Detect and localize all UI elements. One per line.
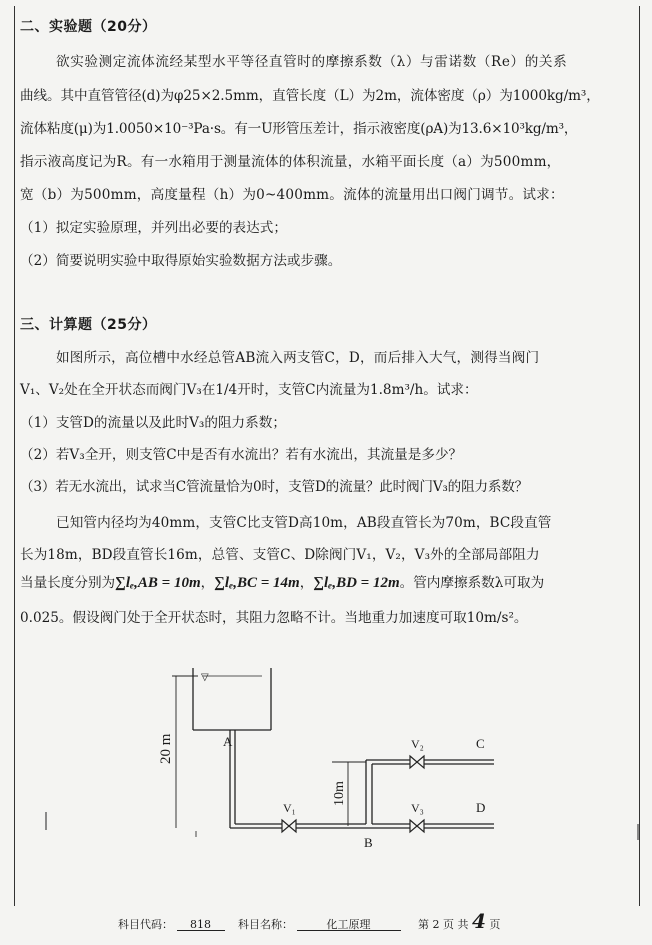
section3-question-2: （2）若V₃全开，则支管C中是否有水流出？若有水流出，其流量是多少？ (20, 447, 463, 463)
footer-code-label: 科目代码： (118, 918, 173, 931)
height-dimension-main (172, 676, 198, 828)
main-pipe (230, 730, 410, 828)
valve-v3-icon (410, 820, 424, 832)
valve-v1-icon (282, 820, 296, 832)
height-label-main: 20 m (158, 733, 174, 764)
formula-suffix: 。管内摩擦系数λ可取为 (399, 575, 545, 591)
section3-formula-line (20, 576, 544, 591)
formula-sep-2: ， (299, 575, 314, 591)
section2-line-2: 曲线。其中直管管径(d)为φ25×2.5mm，直管长度（L）为2m，流体密度（ρ）为1000kg/m³， (20, 88, 600, 104)
section3-last-line: 0.025。假设阀门处于全开状态时，其阻力忽略不计。当地重力加速度可取10m/s²。 (20, 610, 528, 626)
section3-question-1: （1）支管D的流量以及此时V₃的阻力系数； (20, 415, 286, 431)
formula-le-ab: ∑lₑ,AB = 10m (115, 575, 201, 591)
section2-question-1: （1）拟定实验原理，并列出必要的表达式； (20, 220, 287, 236)
valve-v1-label: V₁ (283, 801, 296, 815)
valve-v2-icon (410, 756, 424, 768)
section2-question-2: （2）简要说明实验中取得原始实验数据方法或步骤。 (20, 253, 342, 269)
valve-v3-label: V₃ (411, 801, 424, 815)
height-label-branch: 10m (332, 781, 347, 806)
water-level-icon: ▽ (201, 672, 209, 683)
section2-heading: 二、实验题（20分） (20, 19, 157, 35)
footer-code-value: 818 (177, 919, 225, 931)
footer (118, 911, 500, 931)
pipe-diagram (0, 640, 652, 890)
section3-intro-2: V₁、V₂处在全开状态而阀门V₃在1/4开时，支管C内流量为1.8m³/h。试求： (20, 382, 478, 398)
section3-heading: 三、计算题（25分） (20, 317, 157, 333)
riser-pipe (366, 760, 410, 824)
section3-intro-1: 如图所示，高位槽中水经总管AB流入两支管C，D，而后排入大气，测得当阀门 (56, 350, 540, 366)
formula-sep-1: ， (200, 575, 215, 591)
branch-c-pipe (424, 760, 494, 764)
branch-d-pipe (424, 824, 494, 828)
footer-page-suffix: 页 (489, 918, 501, 931)
formula-le-bc: ∑lₑ,BC = 14m (214, 575, 300, 591)
section2-line-1: 欲实验测定流体流经某型水平等径直管时的摩擦系数（λ）与雷诺数（Re）的关系 (56, 54, 568, 70)
formula-le-bd: ∑lₑ,BD = 12m (313, 575, 400, 591)
footer-total-pages: 4 (472, 909, 486, 933)
point-label-b: B (364, 835, 373, 850)
section3-question-3: （3）若无水流出，试求当C管流量恰为0时，支管D的流量？此时阀门V₃的阻力系数？ (20, 479, 529, 495)
point-label-a: A (223, 734, 233, 749)
section2-line-5: 宽（b）为500mm，高度量程（h）为0~400mm。流体的流量用出口阀门调节。试求： (20, 187, 564, 203)
footer-name-value: 化工原理 (297, 919, 401, 931)
section2-line-4: 指示液高度记为R。有一水箱用于测量流体的体积流量，水箱平面长度（a）为500mm， (20, 154, 561, 170)
branch-label-d: D (476, 800, 486, 815)
section3-given-1: 已知管内径均为40mm，支管C比支管D高10m，AB段直管长为70m，BC段直管 (56, 515, 552, 531)
valve-v2-label: V₂ (411, 737, 424, 751)
section3-given-2: 长为18m，BD段直管长16m，总管、支管C、D除阀门V₁，V₂，V₃外的全部局部阻力 (20, 547, 540, 563)
formula-prefix: 当量长度分别为 (20, 575, 116, 591)
footer-page-text: 第 2 页 共 (418, 918, 469, 931)
branch-label-c: C (476, 736, 485, 751)
footer-name-label: 科目名称： (238, 918, 293, 931)
section2-line-3: 流体粘度(μ)为1.0050×10⁻³Pa·s。有一U形管压差计，指示液密度(ρA)为13.6×10³kg/m³， (20, 121, 578, 137)
